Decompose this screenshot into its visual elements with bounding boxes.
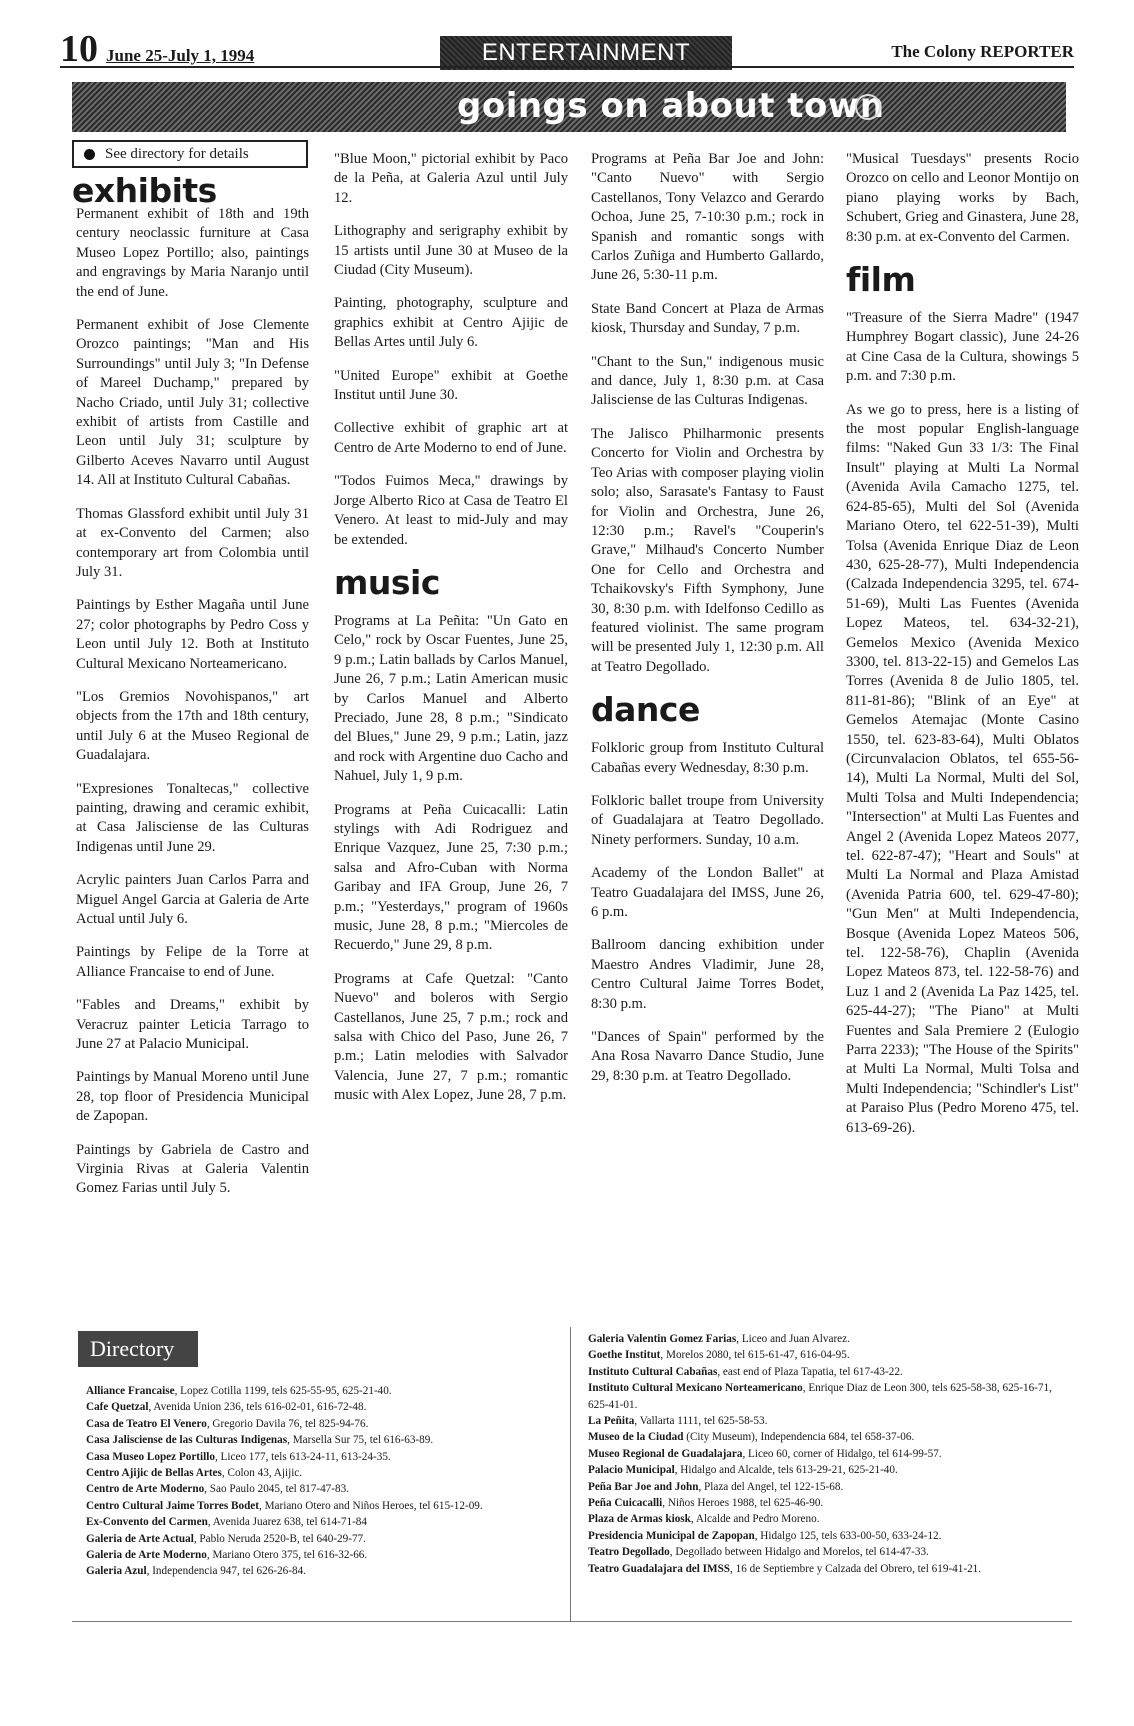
directory-entry: Plaza de Armas kiosk, Alcalde and Pedro Moreno. [588, 1513, 820, 1526]
column-1 [76, 205, 309, 1213]
directory-entry: Galeria de Arte Moderno, Mariano Otero 375, tel 616-32-66. [86, 1549, 368, 1562]
banner-title: goings on about town [457, 86, 885, 126]
directory-entry: Instituto Cultural Mexicano Norteamericano, Enrique Diaz de Leon 300, tels 625-58-38, 625-16-71, 625-41-01. [588, 1382, 1052, 1411]
listing-item: Programs at Cafe Quetzal: "Canto Nuevo" and boleros with Sergio Castellanos, June 25, 7 p.m.; rock and salsa with Chico del Paso, June 26, 7 p.m.; Latin melodies with Salvador Valencia, June 27, 7 p.m.; romantic music with Alex Lopez, June 28, 7 p.m. [334, 970, 568, 1104]
directory-entry: Instituto Cultural Cabañas, east end of Plaza Tapatia, tel 617-43-22. [588, 1365, 903, 1378]
listing-item: Folkloric ballet troupe from University of Guadalajara at Teatro Degollado. Ninety performers. Sunday, 10 a.m. [591, 792, 824, 848]
section-heading-music: music [334, 562, 440, 602]
listing-item: Thomas Glassford exhibit until July 31 at ex-Convento del Carmen; also contemporary art from Colombia until July 31. [76, 505, 309, 580]
directory-entry: Presidencia Municipal de Zapopan, Hidalgo 125, tels 633-00-50, 633-24-12. [588, 1529, 942, 1542]
listing-item: Programs at Peña Bar Joe and John: "Canto Nuevo" with Sergio Castellanos, Tony Velazco and Gerardo Ochoa, June 25, 7-10:30 p.m.; rock in Spanish and romantic songs with Carlos Zuñiga and Humberto Gallardo, June 26, 5:30-11 p.m. [591, 151, 824, 284]
directory-divider [570, 1327, 571, 1621]
listing-item: The Jalisco Philharmonic presents Concerto for Violin and Orchestra by Teo Arias with composer playing violin solo; also, Sarasate's Fantasy to Faust for Violin and Orchestra, June 26, 12:30 p.m.; Ravel's "Couperin's Grave," Milhaud's Concerto Number One for Cello and Orchestra and Tchaikovsky's Fifth Symphony, June 30, 8:30 p.m. with Idelfonso Cedillo as featured violinist. The same program will be presented July 1, 12:30 p.m. All at Teatro Degollado. [591, 425, 824, 675]
directory-entry: Centro de Arte Moderno, Sao Paulo 2045, tel 817-47-83. [86, 1483, 349, 1496]
directory-entry: Centro Cultural Jaime Torres Bodet, Mariano Otero and Niños Heroes, tel 615-12-09. [86, 1499, 483, 1512]
listing-item: Folkloric group from Instituto Cultural Cabañas every Wednesday, 8:30 p.m. [591, 740, 824, 776]
masthead-left [60, 30, 254, 68]
directory-entry: Ex-Convento del Carmen, Avenida Juarez 638, tel 614-71-84 [86, 1516, 367, 1529]
directory-entry: Goethe Institut, Morelos 2080, tel 615-61-47, 616-04-95. [588, 1349, 850, 1362]
listing-item: Paintings by Manual Moreno until June 28, top floor of Presidencia Municipal de Zapopan. [76, 1069, 309, 1125]
listing-item: As we go to press, here is a listing of the most popular English-language films: "Naked Gun 33 1/3: The Final Insult" playing at Multi La Normal (Avenida Avila Camacho 1275, tel. 624-85-65), Multi del Sol (Avenida Mariano Otero, tel 622-51-39), Multi Tolsa (Avenida Enrique Diaz de Leon 430, 625-28-77), Multi Independencia (Calzada Independencia 3295, tel. 674-51-69), Multi Las Fuentes (Avenida Lopez Mateos, tel. 634-32-21), Gemelos Mexico (Avenida Mexico 3300, tel. 813-22-15) and Gemelos Las Torres (Avenida 8 de Julio 1805, tel. 811-81-86); "Blink of an Eye" at Gemelos Atemajac (Monte Casino 1550, tel. 623-83-64), Multi Oblatos (Circunvalacion Oblatos, tel 655-56-14), Multi La Normal, Multi del Sol, Multi Tolsa and Multi Independencia; "Intersection" at Multi Las Fuentes and Angel 2 (Avenida Lopez Mateos 2077, tel. 622-87-47); "Heart and Souls" at Multi La Normal and Plaza Amistad (Avenida Patria 600, tel. 629-47-80); "Gun Men" at Multi Independencia, Bosque (Avenida Lopez Mateos 506, tel. 122-58-76), Chaplin (Avenida Lopez Mateos 873, tel. 122-58-76) and Luz 1 and 2 (Avenida La Paz 1425, tel. 625-44-27); "The Piano" at Multi Fuentes and Sala Premiere 2 (Eulogio Parra 2233); "The House of the Spirits" at Multi La Normal, Multi Tolsa and Multi Independencia; "Schindler's List" at Paraiso Plus (Pedro Moreno 475, tel. 613-69-26). [846, 401, 1079, 1136]
directory-entry: La Peñita, Vallarta 1111, tel 625-58-53. [588, 1415, 768, 1428]
listing-item: State Band Concert at Plaza de Armas kiosk, Thursday and Sunday, 7 p.m. [591, 300, 824, 337]
directory-entry: Centro Ajijic de Bellas Artes, Colon 43, Ajijic. [86, 1467, 303, 1480]
listing-item: Lithography and serigraphy exhibit by 15 artists until June 30 at Museo de la Ciudad (City Museum). [334, 223, 568, 279]
directory-note-text: See directory for details [105, 145, 249, 162]
listing-item: "Todos Fuimos Meca," drawings by Jorge Alberto Rico at Casa de Teatro El Venero. At least to mid-July and may be extended. [334, 473, 568, 548]
listing-item: "Blue Moon," pictorial exhibit by Paco de la Peña, at Galeria Azul until July 12. [334, 151, 568, 206]
paper-name: The Colony REPORTER [891, 42, 1074, 61]
listing-item: Academy of the London Ballet" at Teatro Guadalajara del IMSS, June 26, 6 p.m. [591, 865, 824, 920]
listing-item: Paintings by Gabriela de Castro and Virginia Rivas at Galeria Valentin Gomez Farias until July 5. [76, 1141, 309, 1197]
column-4 [846, 150, 1079, 1152]
directory-entry: Peña Cuicacalli, Niños Heroes 1988, tel 625-46-90. [588, 1497, 824, 1510]
directory-bottom-rule [72, 1621, 1072, 1622]
listing-item: Permanent exhibit of 18th and 19th century neoclassic furniture at Casa Museo Lopez Portillo; also, paintings and engravings by Maria Naranjo until the end of June. [76, 206, 309, 300]
directory-entry: Museo Regional de Guadalajara, Liceo 60, corner of Hidalgo, tel 614-99-57. [588, 1447, 942, 1460]
directory-entry: Museo de la Ciudad (City Museum), Independencia 684, tel 658-37-06. [588, 1431, 915, 1444]
listing-item: Programs at Peña Cuicacalli: Latin stylings with Adi Rodriguez and Enrique Vazquez, June 25, 7:30 p.m.; salsa and Afro-Cuban with Norma Garibay and IFA Group, June 26, 7 p.m.; "Yesterdays," program of 1960s music, June 28, 8 p.m.; "Miercoles de Recuerdo," June 29, 8 p.m. [334, 801, 568, 954]
banner [72, 82, 1066, 132]
directory-list-right [588, 1331, 1052, 1577]
listing-item: "Musical Tuesdays" presents Rocio Orozco on cello and Leonor Montijo on piano playing works by Bach, Schubert, Grieg and Ginastera, June 28, 8:30 p.m. at ex-Convento del Carmen. [846, 151, 1079, 245]
section-heading-dance: dance [591, 690, 700, 730]
listing-item: Painting, photography, sculpture and graphics exhibit at Centro Ajijic de Bellas Artes until July 6. [334, 295, 568, 351]
directory-entry: Galeria de Arte Actual, Pablo Neruda 2520-B, tel 640-29-77. [86, 1532, 366, 1545]
section-tab: ENTERTAINMENT [440, 36, 732, 70]
directory-entry: Teatro Guadalajara del IMSS, 16 de Septiembre y Calzada del Obrero, tel 619-41-21. [588, 1562, 982, 1575]
directory-entry: Palacio Municipal, Hidalgo and Alcalde, tels 613-29-21, 625-21-40. [588, 1464, 898, 1477]
listing-item: Paintings by Esther Magaña until June 27; color photographs by Pedro Coss y Leon until July 12. Both at Instituto Cultural Mexicano Norteamericano. [76, 597, 309, 672]
directory-entry: Cafe Quetzal, Avenida Union 236, tels 616-02-01, 616-72-48. [86, 1401, 367, 1414]
page-number: 10 [60, 28, 98, 70]
listing-item: "Chant to the Sun," indigenous music and dance, July 1, 8:30 p.m. at Casa Jalisciense de las Culturas Indigenas. [591, 353, 824, 409]
listing-item: "Dances of Spain" performed by the Ana Rosa Navarro Dance Studio, June 29, 8:30 p.m. at Teatro Degollado. [591, 1029, 824, 1084]
directory-entry: Casa de Teatro El Venero, Gregorio Davila 76, tel 825-94-76. [86, 1417, 369, 1430]
issue-date: June 25-July 1, 1994 [106, 46, 255, 65]
banner-logo-icon [855, 94, 881, 120]
column-3 [591, 150, 824, 1100]
directory-title: Directory [78, 1331, 198, 1367]
section-heading-film: film [846, 260, 916, 300]
listing-item: Programs at La Peñita: "Un Gato en Celo," rock by Oscar Fuentes, June 25, 9 p.m.; Latin ballads by Carlos Manuel, June 26, 7 p.m.; Latin American music by Carlos Manuel and Alberto Preciado, June 28, 8 p.m.; "Sindicato del Blues," June 29, 9 p.m.; Latin, jazz and rock with Argentine duo Cacho and Nahuel, July 1, 9 p.m. [334, 612, 568, 785]
listing-item: Paintings by Felipe de la Torre at Alliance Francaise to end of June. [76, 944, 309, 980]
directory-list-left [86, 1383, 546, 1580]
directory-box [72, 1327, 1072, 1697]
directory-entry: Peña Bar Joe and John, Plaza del Angel, tel 122-15-68. [588, 1480, 844, 1493]
listing-item: Acrylic painters Juan Carlos Parra and Miguel Angel Garcia at Galeria de Arte Actual until July 6. [76, 872, 309, 927]
bullet-icon [84, 149, 95, 160]
top-rule [60, 66, 1074, 68]
listing-item: Ballroom dancing exhibition under Maestro Andres Vladimir, June 28, Centro Cultural Jaime Torres Bodet, 8:30 p.m. [591, 937, 824, 1012]
listing-item: Collective exhibit of graphic art at Centro de Arte Moderno to end of June. [334, 420, 568, 456]
listing-item: "Fables and Dreams," exhibit by Veracruz painter Leticia Tarrago to June 27 at Palacio Municipal. [76, 997, 309, 1053]
listing-item: "Expresiones Tonaltecas," collective painting, drawing and ceramic exhibit, at Casa Jalisciense de las Culturas Indigenas until June 29. [76, 780, 309, 855]
directory-entry: Galeria Azul, Independencia 947, tel 626-26-84. [86, 1565, 306, 1578]
listing-item: "Los Gremios Novohispanos," art objects from the 17th and 18th century, until July 6 at the Museo Regional de Guadalajara. [76, 688, 309, 764]
column-2 [334, 150, 568, 1120]
directory-entry: Casa Museo Lopez Portillo, Liceo 177, tels 613-24-11, 613-24-35. [86, 1450, 391, 1463]
directory-entry: Alliance Francaise, Lopez Cotilla 1199, tels 625-55-95, 625-21-40. [86, 1385, 392, 1397]
section-heading-exhibits: exhibits [72, 171, 217, 210]
directory-entry: Casa Jalisciense de las Culturas Indigenas, Marsella Sur 75, tel 616-63-89. [86, 1434, 434, 1447]
directory-entry: Teatro Degollado, Degollado between Hidalgo and Morelos, tel 614-47-33. [588, 1546, 929, 1559]
listing-item: "United Europe" exhibit at Goethe Institut until June 30. [334, 367, 568, 404]
listing-item: "Treasure of the Sierra Madre" (1947 Humphrey Bogart classic), June 24-26 at Cine Casa de la Cultura, showings 5 p.m. and 7:30 p.m. [846, 310, 1079, 385]
listing-item: Permanent exhibit of Jose Clemente Orozco paintings; "Man and His Surroundings" until July 3; "In Defense of Mareel Duchamp," prepared by Nacho Criado, until July 31; collective exhibit of artists from Castille and Leon until July 31; sculpture by Gilberto Aceves Navarro until August 14. All at Instituto Cultural Cabañas. [76, 317, 309, 489]
directory-note [72, 140, 308, 168]
directory-entry: Galeria Valentin Gomez Farias, Liceo and Juan Alvarez. [588, 1333, 850, 1345]
